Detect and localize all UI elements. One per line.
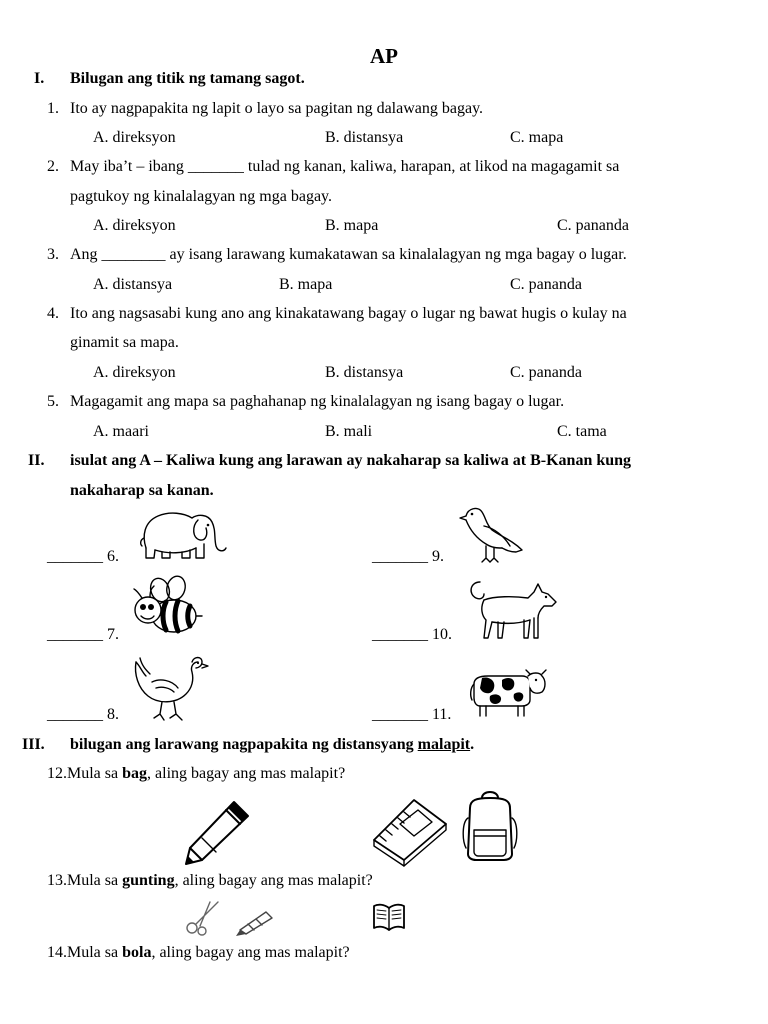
question-2-text-continued: pagtukoy ng kinalalagyan ng mga bagay. [70, 188, 332, 205]
question-1-text: Ito ay nagpapakita ng lapit o layo sa pagitan ng dalawang bagay. [70, 100, 484, 117]
question-3-option-b[interactable]: B. mapa [279, 276, 333, 293]
answer-blank-10[interactable]: _______ 10. [372, 626, 452, 643]
scissors-icon[interactable] [184, 900, 220, 936]
question-14-post: , aling bagay ang mas malapit? [151, 944, 350, 961]
section-3-heading-end: . [470, 736, 475, 753]
question-2-text: May iba’t – ibang _______ tulad ng kanan, kaliwa, harapan, at likod na magagamit sa [70, 158, 620, 175]
answer-blank-6[interactable]: _______ 6. [47, 548, 119, 565]
question-2-option-a[interactable]: A. direksyon [93, 217, 176, 234]
question-1-option-a[interactable]: A. direksyon [93, 129, 176, 146]
section-1-number: I. [34, 70, 45, 87]
question-13-post: , aling bagay ang mas malapit? [174, 872, 373, 889]
backpack-icon[interactable] [460, 790, 520, 862]
question-2-option-b[interactable]: B. mapa [325, 217, 379, 234]
question-13-pre: 13.Mula sa [47, 872, 123, 889]
book-icon[interactable] [372, 902, 406, 932]
section-2-heading-continued: nakaharap sa kanan. [70, 482, 214, 499]
section-2-number: II. [28, 452, 45, 469]
section-1-heading: Bilugan ang titik ng tamang sagot. [70, 70, 305, 87]
bee-icon [132, 576, 202, 638]
question-5-number: 5. [47, 393, 59, 410]
section-3-heading-text: bilugan ang larawang nagpapakita ng distansyang [70, 736, 418, 753]
question-4-number: 4. [47, 305, 59, 322]
question-12-keyword: bag [122, 765, 148, 782]
question-5-option-c[interactable]: C. tama [557, 423, 607, 440]
question-2-option-c[interactable]: C. pananda [557, 217, 629, 234]
section-2-heading: isulat ang A – Kaliwa kung ang larawan ay nakaharap sa kaliwa at B-Kanan kung [70, 452, 632, 469]
cow-icon [470, 670, 548, 718]
question-12-pre: 12.Mula sa [47, 765, 123, 782]
question-12 [47, 765, 345, 783]
question-1-number: 1. [47, 100, 59, 117]
notebook-icon[interactable] [370, 796, 450, 862]
question-1-option-b[interactable]: B. distansya [325, 129, 404, 146]
answer-blank-7[interactable]: _______ 7. [47, 626, 119, 643]
section-3-heading-underlined: malapit [417, 736, 471, 753]
question-2-number: 2. [47, 158, 59, 175]
crayon-icon[interactable] [236, 908, 276, 936]
bird-icon [460, 504, 526, 564]
question-3-option-a[interactable]: A. distansya [93, 276, 173, 293]
question-5-text: Magagamit ang mapa sa paghahanap ng kinalalagyan ng isang bagay o lugar. [70, 393, 565, 410]
answer-blank-8[interactable]: _______ 8. [47, 706, 119, 723]
dog-icon [468, 578, 558, 642]
answer-blank-9[interactable]: _______ 9. [372, 548, 444, 565]
answer-blank-11[interactable]: _______ 11. [372, 706, 452, 723]
hen-icon [132, 654, 208, 722]
question-4-text-continued: ginamit sa mapa. [70, 334, 179, 351]
question-1-option-c[interactable]: C. mapa [510, 129, 564, 146]
question-14 [47, 944, 350, 962]
section-3-number: III. [22, 736, 45, 753]
question-14-keyword: bola [122, 944, 152, 961]
question-4-option-c[interactable]: C. pananda [510, 364, 582, 381]
question-3-option-c[interactable]: C. pananda [510, 276, 582, 293]
question-3-number: 3. [47, 246, 59, 263]
question-5-option-a[interactable]: A. maari [93, 423, 149, 440]
page-title: AP [370, 44, 398, 68]
question-4-option-a[interactable]: A. direksyon [93, 364, 176, 381]
question-5-option-b[interactable]: B. mali [325, 423, 373, 440]
pencil-icon[interactable] [182, 798, 254, 866]
question-13-keyword: gunting [122, 872, 175, 889]
question-4-text: Ito ang nagsasabi kung ano ang kinakatawang bagay o lugar ng bawat hugis o kulay na [70, 305, 627, 322]
question-3-text: Ang ________ ay isang larawang kumakatawan sa kinalalagyan ng mga bagay o lugar. [70, 246, 627, 263]
question-13 [47, 872, 373, 890]
question-12-post: , aling bagay ang mas malapit? [147, 765, 346, 782]
question-14-pre: 14.Mula sa [47, 944, 123, 961]
question-4-option-b[interactable]: B. distansya [325, 364, 404, 381]
elephant-icon [138, 508, 228, 560]
section-3-heading [70, 736, 474, 754]
